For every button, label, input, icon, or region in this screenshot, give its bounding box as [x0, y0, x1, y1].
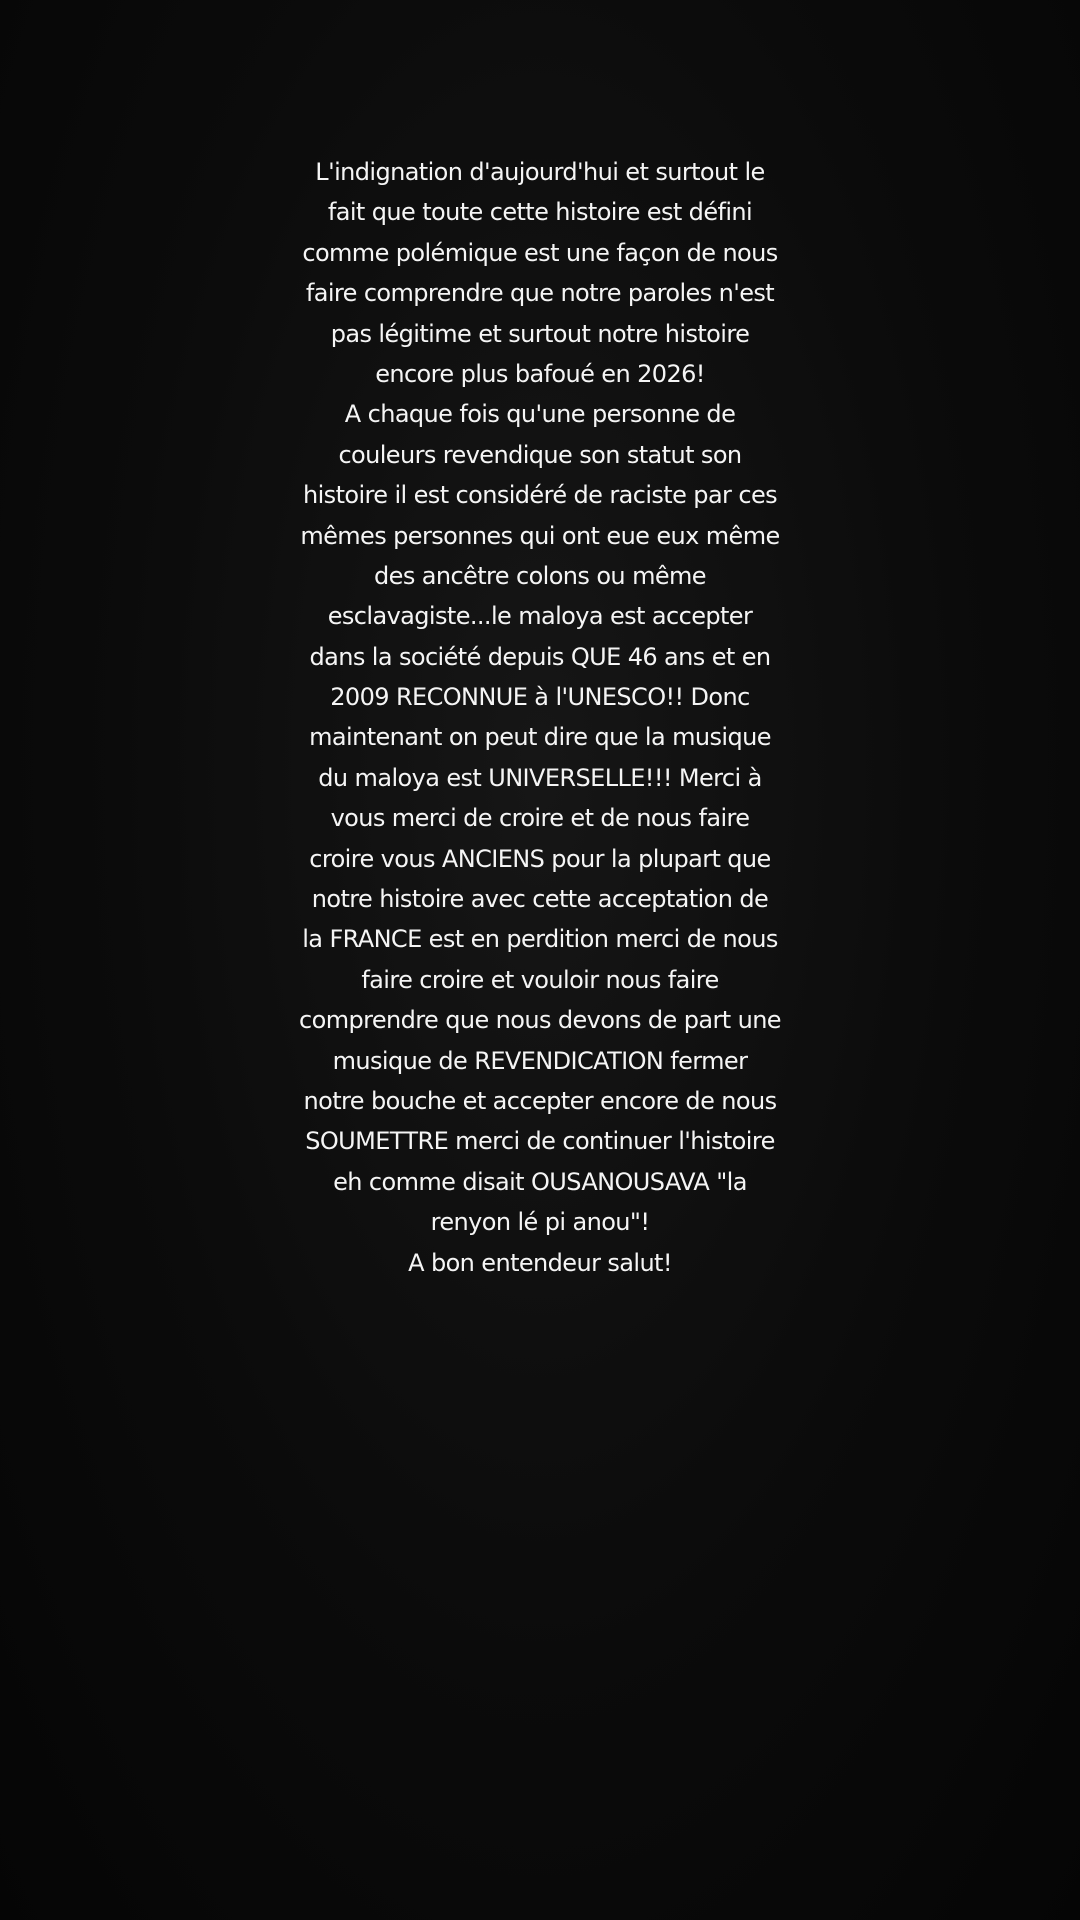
text-line: renyon lé pi anou"!: [430, 1208, 650, 1237]
text-line: 2009 RECONNUE à l'UNESCO!! Donc: [330, 683, 750, 712]
text-line: faire croire et vouloir nous faire: [361, 965, 719, 994]
text-line: comprendre que nous devons de part une: [299, 1006, 781, 1035]
text-line: SOUMETTRE merci de continuer l'histoire: [305, 1127, 775, 1156]
text-line: du maloya est UNIVERSELLE!!! Merci à: [318, 763, 762, 792]
text-line: comme polémique est une façon de nous: [302, 238, 778, 267]
text-line: la FRANCE est en perdition merci de nous: [302, 925, 778, 954]
text-line: musique de REVENDICATION fermer: [332, 1046, 748, 1075]
text-line: vous merci de croire et de nous faire: [330, 804, 750, 833]
text-line: eh comme disait OUSANOUSAVA "la: [333, 1167, 747, 1196]
text-line: notre bouche et accepter encore de nous: [303, 1086, 777, 1115]
text-line: encore plus bafoué en 2026!: [375, 359, 705, 388]
text-line: dans la société depuis QUE 46 ans et en: [309, 642, 771, 671]
text-line: maintenant on peut dire que la musique: [309, 723, 771, 752]
text-line: histoire il est considéré de raciste par ces: [302, 481, 778, 510]
text-line: L'indignation d'aujourd'hui et surtout le: [315, 158, 765, 186]
text-line: A chaque fois qu'une personne de: [344, 400, 736, 429]
text-line: mêmes personnes qui ont eue eux même: [300, 521, 780, 550]
text-line: pas légitime et surtout notre histoire: [330, 319, 750, 348]
text-line: croire vous ANCIENS pour la plupart que: [309, 844, 771, 873]
text-line: A bon entendeur salut!: [408, 1248, 672, 1277]
story-text: [0, 152, 1080, 1283]
text-line: esclavagiste...le maloya est accepter: [327, 602, 753, 631]
text-line: des ancêtre colons ou même: [374, 561, 706, 590]
text-line: notre histoire avec cette acceptation de: [311, 885, 769, 914]
text-line: fait que toute cette histoire est défini: [327, 198, 753, 227]
text-line: couleurs revendique son statut son: [338, 440, 742, 469]
text-line: faire comprendre que notre paroles n'est: [305, 279, 775, 308]
